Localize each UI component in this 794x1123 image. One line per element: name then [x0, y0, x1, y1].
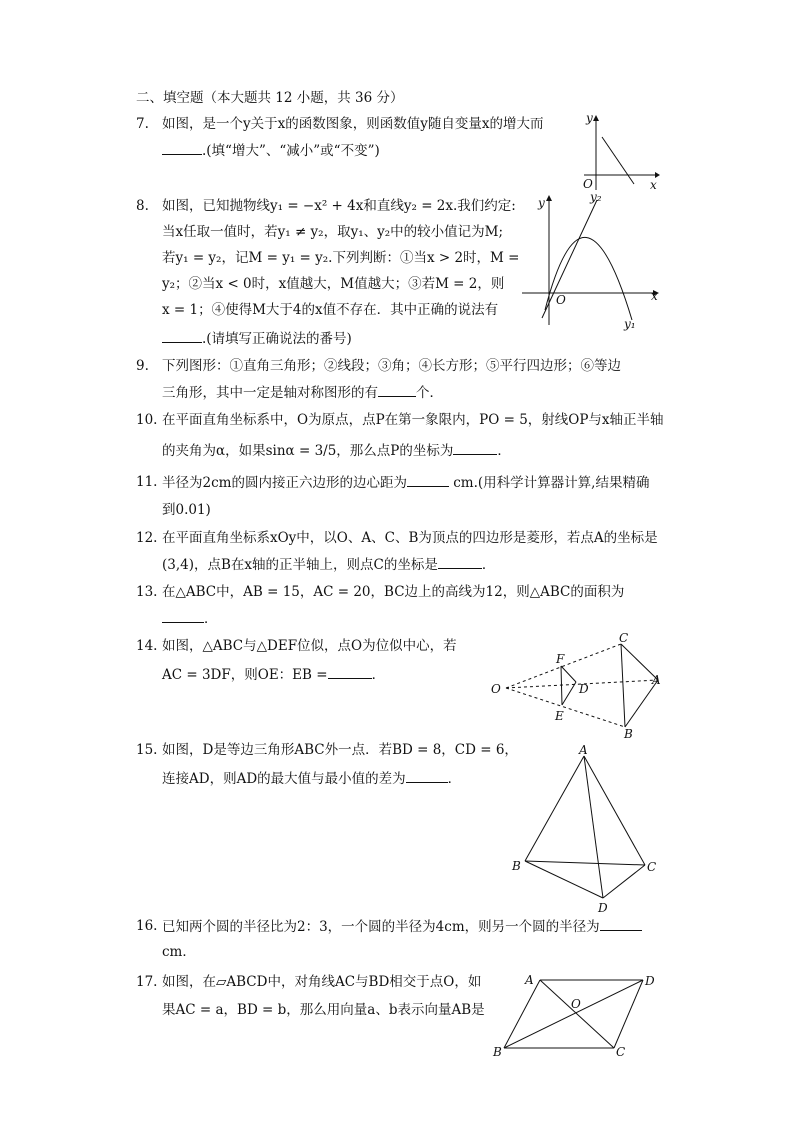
figure-q14-homothety — [488, 632, 664, 742]
question-text: 如图，是一个y关于x的函数图象，则函数值y随自变量x的增大而 — [162, 116, 544, 132]
question-number: 17. — [136, 974, 158, 990]
question-text: 如图，D是等边三角形ABC外一点．若BD = 8，CD = 6， — [162, 742, 518, 758]
question-text: x = 1；④使得M大于4的x值不存在．其中正确的说法有 — [162, 302, 499, 318]
figure-label: x — [650, 178, 657, 192]
answer-blank[interactable] — [453, 440, 497, 455]
figure-label: C — [619, 631, 629, 645]
question-number: 7. — [136, 116, 149, 132]
figure-label: D — [645, 974, 655, 988]
question-number: 15. — [136, 742, 158, 758]
question-text: 在△ABC中，AB = 15，AC = 20，BC边上的高线为12，则△ABC的面积为 — [162, 584, 625, 600]
figure-q17-parallelogram — [490, 968, 665, 1060]
question-text: 如图，△ABC与△DEF位似，点O为位似中心，若 — [162, 638, 457, 654]
figure-label: F — [556, 652, 565, 666]
figure-label: O — [571, 997, 581, 1011]
figure-label: O — [583, 177, 593, 191]
question-number: 13. — [136, 584, 158, 600]
question-text: cm． — [162, 944, 196, 960]
figure-label: C — [616, 1045, 626, 1059]
question-text: 如图，已知抛物线y₁ = −x² + 4x和直线y₂ = 2x.我们约定: — [162, 198, 516, 214]
question-number: 12. — [136, 530, 158, 546]
question-text: 三角形，其中一定是轴对称图形的有 个． — [162, 382, 443, 403]
figure-label: y — [538, 196, 545, 210]
question-text: 到0.01) — [162, 502, 211, 518]
figure-q7-linear-graph — [580, 112, 660, 192]
figure-label: D — [579, 682, 589, 696]
figure-label: y₁ — [624, 317, 636, 331]
answer-blank[interactable] — [438, 554, 482, 569]
question-text: 下列图形：①直角三角形；②线段；③角；④长方形；⑤平行四边形；⑥等边 — [162, 358, 621, 374]
question-text: .(请填写正确说法的番号) — [162, 328, 352, 349]
figure-label: y — [586, 111, 593, 125]
question-text: 果AC = a，BD = b，那么用向量a、b表示向量AB是 — [162, 1002, 485, 1018]
answer-blank[interactable] — [162, 608, 204, 623]
figure-q15-equilateral-triangle — [508, 740, 660, 915]
question-text: 半径为2cm的圆内接正六边形的边心距为 cm.(用科学计算器计算,结果精确 — [162, 472, 649, 493]
figure-label: C — [647, 860, 657, 874]
question-text: (3,4)，点B在x轴的正半轴上，则点C的坐标是 ． — [162, 554, 495, 575]
figure-label: B — [624, 727, 633, 741]
answer-blank[interactable] — [600, 916, 642, 931]
question-text: 已知两个圆的半径比为2：3，一个圆的半径为4cm，则另一个圆的半径为 — [162, 916, 642, 937]
question-number: 9. — [136, 358, 149, 374]
section-title: 二、填空题（本大题共 12 小题，共 36 分） — [136, 90, 404, 106]
question-text: AC = 3DF，则OE：EB = ． — [162, 664, 385, 685]
question-text: 如图，在▱ABCD中，对角线AC与BD相交于点O，如 — [162, 974, 482, 990]
question-text: 在平面直角坐标系中，O为原点，点P在第一象限内，PO = 5，射线OP与x轴正半轴 — [162, 412, 664, 428]
figure-label: D — [598, 901, 608, 915]
figure-label: B — [493, 1045, 502, 1059]
figure-label: y₂ — [590, 190, 602, 204]
figure-label: x — [651, 289, 658, 303]
answer-blank[interactable] — [406, 768, 448, 783]
question-number: 16. — [136, 918, 158, 934]
figure-label: B — [512, 859, 521, 873]
question-text: y₂；②当x < 0时，x值越大，M值越大；③若M = 2，则 — [162, 276, 505, 292]
answer-blank[interactable] — [328, 664, 372, 679]
answer-blank[interactable] — [162, 328, 202, 343]
figure-label: E — [555, 709, 564, 723]
question-text: 在平面直角坐标系xOy中，以O、A、C、B为顶点的四边形是菱形，若点A的坐标是 — [162, 530, 658, 546]
question-number: 14. — [136, 638, 158, 654]
question-text: 当x任取一值时，若y₁ ≠ y₂，取y₁、y₂中的较小值记为M; — [162, 224, 504, 240]
question-number: 10. — [136, 412, 158, 428]
question-text: ． — [162, 608, 218, 629]
figure-label: A — [525, 973, 534, 987]
figure-label: O — [556, 293, 566, 307]
figure-q8-parabola-line — [522, 190, 662, 332]
figure-label: A — [579, 743, 588, 757]
question-text: .(填“增大”、“减小”或“不变”) — [162, 140, 380, 161]
question-number: 11. — [136, 474, 158, 490]
question-number: 8. — [136, 198, 149, 214]
question-text: 的夹角为α，如果sinα = 3/5，那么点P的坐标为 ． — [162, 440, 511, 461]
answer-blank[interactable] — [378, 382, 416, 397]
figure-label: A — [652, 673, 661, 687]
figure-label: O — [491, 682, 501, 696]
answer-blank[interactable] — [162, 140, 202, 155]
answer-blank[interactable] — [407, 472, 449, 487]
question-text: 连接AD，则AD的最大值与最小值的差为 ． — [162, 768, 461, 789]
question-text: 若y₁ = y₂，记M = y₁ = y₂.下列判断：①当x > 2时，M = — [162, 250, 520, 266]
